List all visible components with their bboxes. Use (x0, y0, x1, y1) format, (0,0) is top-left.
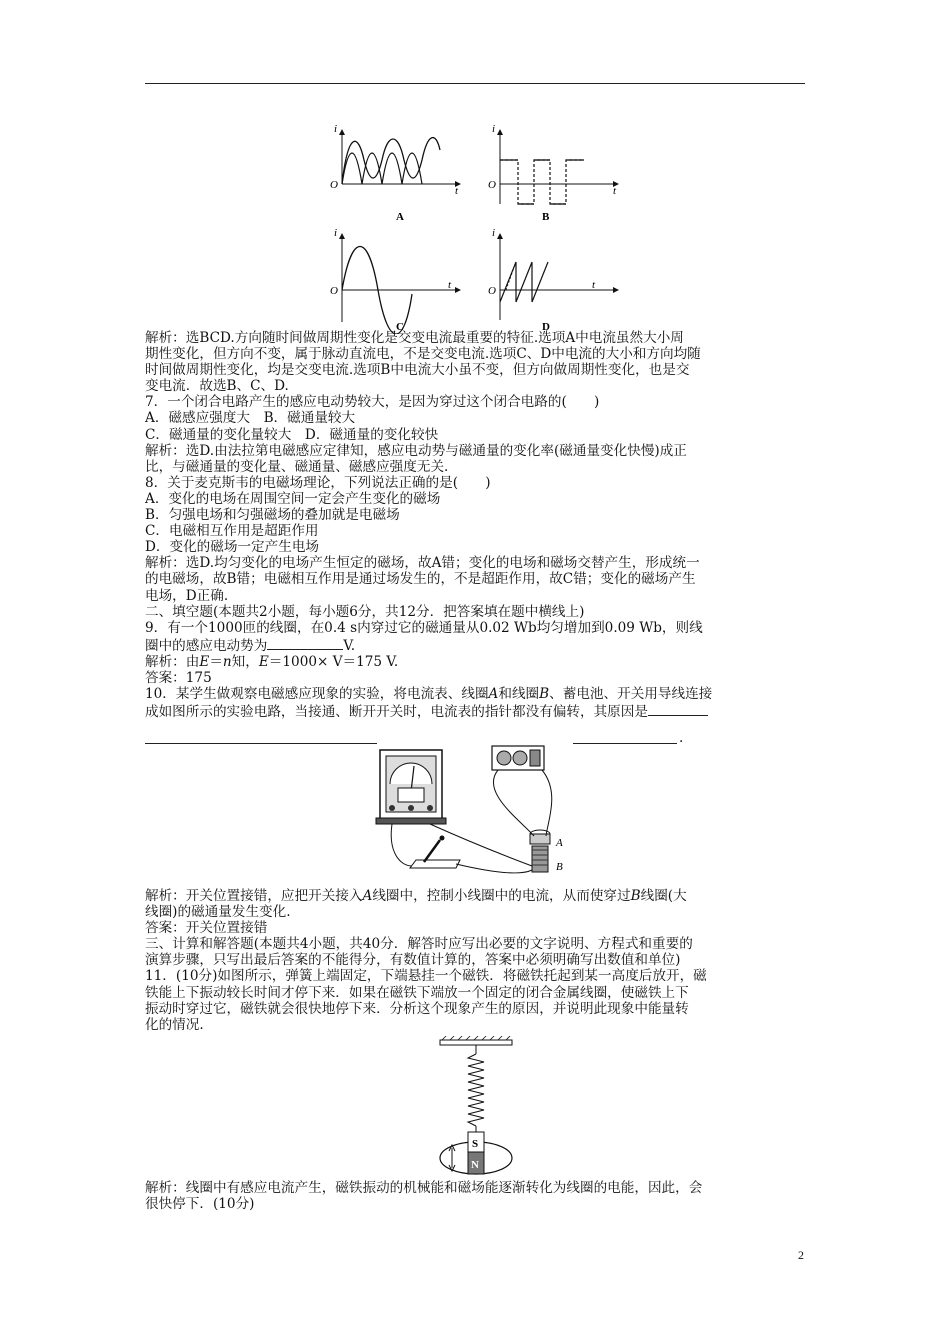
graph-c-x-label: t (448, 279, 452, 291)
text-line: 化的情况. (145, 1016, 204, 1033)
text-line: 很快停下．(10分) (145, 1196, 255, 1213)
coil-b-label: B (556, 861, 563, 873)
graph-d-curve (500, 262, 548, 302)
graph-a-x-label: t (455, 185, 459, 197)
coils (530, 830, 563, 873)
text-line: D．变化的磁场一定产生电场 (145, 539, 320, 556)
text-line: 二、填空题(本题共2小题，每小题6分，共12分．把答案填在题中横线上) (145, 603, 585, 620)
text-line: 解析：选D.由法拉第电磁感应定律知，感应电动势与磁通量的变化率(磁通量变化快慢)成正 (145, 442, 687, 459)
graph-d-origin: O (488, 285, 496, 297)
text-line: 期性变化，但方向不变，属于脉动直流电，不是交变电流.选项C、D中电流的大小和方向均随 (145, 346, 701, 363)
spring-magnet-figure (432, 1036, 522, 1180)
text-block-4 (145, 1180, 810, 1212)
text-line: 变电流．故选B、C、D. (145, 378, 289, 395)
q9-line-2: 圈中的感应电动势为 V. (145, 637, 356, 654)
text-line: A．变化的电场在周围空间一定会产生变化的磁场 (145, 490, 441, 507)
text-line: 三、计算和解答题(本题共4小题，共40分．解答时应写出必要的文字说明、方程式和重要的 (145, 936, 693, 953)
q10-solution-line-1: 解析：开关位置接错，应把开关接入A线圈中，控制小线圈中的电流，从而使穿过B线圈(大 (145, 888, 687, 904)
q10-line-1: 10．某学生做观察电磁感应现象的实验，将电流表、线圈A和线圈B、蓄电池、开关用导线连接 (145, 686, 713, 703)
q9-answer: 答案：175 (145, 669, 212, 686)
q10-answer-line: . (145, 730, 805, 746)
waveform-svg (320, 122, 630, 334)
answer-blank (267, 636, 343, 650)
graph-a (330, 123, 460, 223)
battery (492, 746, 544, 770)
text-line: 解析：选BCD.方向随时间做周期性变化是交变电流最重要的特征.选项A中电流虽然大小周 (145, 330, 684, 346)
coil-a-label: A (556, 837, 563, 849)
text-line: 解析：线圈中有感应电流产生，磁铁振动的机械能和磁场能逐渐转化为线圈的电能，因此，会 (145, 1180, 703, 1196)
text-block-1 (145, 330, 810, 720)
graph-d (488, 227, 618, 333)
graph-b (488, 123, 618, 223)
text-line: 9．有一个1000匝的线圈，在0.4 s内穿过它的磁通量从0.02 Wb均匀增加到0.09 Wb，则线 (145, 619, 703, 636)
graph-a-y-label: i (334, 123, 338, 135)
switch (410, 836, 460, 869)
graph-a-caption: A (396, 211, 404, 223)
text-line: 演算步骤，只写出最后答案的不能得分，有数值计算的，答案中必须明确写出数值和单位) (145, 952, 681, 969)
circuit-figure (370, 742, 600, 882)
answer-blank (145, 730, 377, 744)
q9-solution: 解析：由E＝n知，E＝1000× V＝175 V. (145, 653, 399, 670)
text-line: 的电磁场，故B错；电磁相互作用是通过场发生的，不是超距作用，故C错；变化的磁场产生 (145, 571, 696, 588)
text-line: C．磁通量的变化量较大 D．磁通量的变化较快 (145, 426, 439, 443)
graph-c (330, 227, 460, 334)
text-line: C．电磁相互作用是超距作用 (145, 523, 319, 540)
graph-a-curve (342, 153, 382, 184)
galvanometer (376, 750, 446, 824)
text-line: 振动时穿过它，磁铁就会很快地停下来．分析这个现象产生的原因，并说明此现象中能量转 (145, 1000, 689, 1017)
graph-c-caption: C (396, 321, 404, 333)
text-block-3 (145, 888, 810, 1033)
magnet-s-label: S (472, 1138, 479, 1150)
graph-c-y-label: i (334, 227, 338, 239)
current-waveform-figure (320, 122, 630, 334)
text-line: A．磁感应强度大 B．磁通量较大 (145, 410, 356, 427)
text-line: 铁能上下振动较长时间才停下来．如果在磁铁下端放一个固定的闭合金属线圈，使磁铁上下 (145, 984, 689, 1001)
graph-a-origin: O (330, 179, 338, 191)
answer-blank (648, 702, 708, 716)
graph-d-caption: D (542, 321, 550, 333)
graph-b-y-label: i (492, 123, 496, 135)
spring-svg (432, 1036, 522, 1180)
header-rule (145, 83, 805, 84)
text-line: B．匀强电场和匀强磁场的叠加就是电磁场 (145, 507, 400, 524)
text-line: 11．(10分)如图所示，弹簧上端固定，下端悬挂一个磁铁．将磁铁托起到某一高度后放开，磁 (145, 968, 707, 985)
text-line: 解析：选D.均匀变化的电场产生恒定的磁场，故A错；变化的电场和磁场交替产生，形成统一 (145, 555, 700, 572)
graph-b-caption: B (542, 211, 550, 223)
text-line: 7．一个闭合电路产生的感应电动势较大，是因为穿过这个闭合电路的( ) (145, 394, 600, 411)
graph-d-y-label: i (492, 227, 496, 239)
circuit-svg (370, 742, 600, 882)
magnet-n-label: N (471, 1159, 479, 1171)
graph-c-origin: O (330, 285, 338, 297)
graph-b-curve (500, 160, 584, 204)
graph-b-origin: O (488, 179, 496, 191)
text-line: 电场，D正确. (145, 587, 229, 604)
text-line: 比，与磁通量的变化量、磁通量、磁感应强度无关. (145, 458, 449, 475)
text-line: 8．关于麦克斯韦的电磁场理论，下列说法正确的是( ) (145, 474, 491, 491)
text-line: 线圈)的磁通量发生变化. (145, 904, 291, 921)
graph-b-x-label: t (613, 185, 617, 197)
q10-line-2: 成如图所示的实验电路，当接通、断开开关时，电流表的指针都没有偏转，其原因是 (145, 702, 810, 720)
text-line: 答案：开关位置接错 (145, 920, 268, 937)
spring-coil (468, 1054, 484, 1126)
graph-d-x-label: t (592, 279, 596, 291)
page-number: 2 (798, 1248, 804, 1262)
text-line: 时间做周期性变化，均是交变电流.选项B中电流大小虽不变，但方向做周期性变化，也是交 (145, 362, 690, 379)
